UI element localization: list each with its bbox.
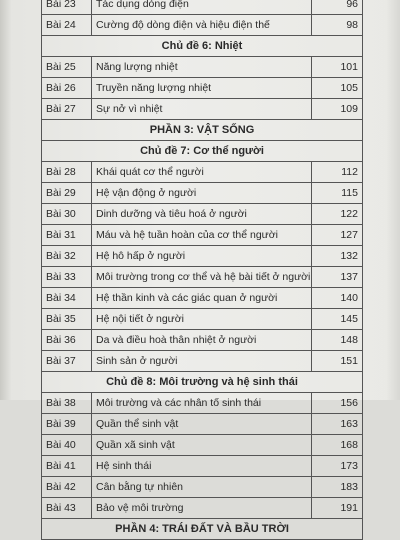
lesson-title: Hệ thần kinh và các giác quan ở người [92, 288, 312, 309]
lesson-page: 109 [312, 99, 363, 120]
toc-row-lesson-28 [42, 162, 363, 183]
page-fold-shadow [386, 0, 400, 400]
lesson-page: 101 [312, 57, 363, 78]
lesson-title: Môi trường trong cơ thể và hệ bài tiết ở người [92, 267, 312, 288]
lesson-page: 96 [312, 0, 363, 15]
lesson-title: Khái quát cơ thể người [92, 162, 312, 183]
topic-heading-6 [42, 36, 363, 57]
toc-row-lesson-43 [42, 498, 363, 519]
part-heading-4 [42, 519, 363, 540]
lesson-page: 122 [312, 204, 363, 225]
lesson-page: 163 [312, 414, 363, 435]
toc-row-lesson-42 [42, 477, 363, 498]
lesson-page: 183 [312, 477, 363, 498]
lesson-number: Bài 26 [42, 78, 92, 99]
lesson-page: 145 [312, 309, 363, 330]
lesson-page: 105 [312, 78, 363, 99]
toc-row-lesson-27 [42, 99, 363, 120]
toc-row-lesson-37 [42, 351, 363, 372]
table-of-contents [41, 0, 363, 540]
lesson-title: Môi trường và các nhân tố sinh thái [92, 393, 312, 414]
lesson-number: Bài 24 [42, 15, 92, 36]
lesson-page: 173 [312, 456, 363, 477]
toc-row-lesson-29 [42, 183, 363, 204]
lesson-title: Cường độ dòng điện và hiệu điện thế [92, 15, 312, 36]
toc-row-lesson-38 [42, 393, 363, 414]
lesson-number: Bài 43 [42, 498, 92, 519]
toc-row-lesson-24 [42, 15, 363, 36]
lesson-page: 156 [312, 393, 363, 414]
lesson-number: Bài 36 [42, 330, 92, 351]
toc-body [42, 0, 363, 540]
lesson-title: Năng lượng nhiệt [92, 57, 312, 78]
part-heading-3 [42, 120, 363, 141]
lesson-title: Tác dụng dòng điện [92, 0, 312, 15]
lesson-title: Hệ vận động ở người [92, 183, 312, 204]
lesson-number: Bài 39 [42, 414, 92, 435]
toc-row-lesson-31 [42, 225, 363, 246]
lesson-page: 98 [312, 15, 363, 36]
lesson-number: Bài 35 [42, 309, 92, 330]
toc-row-lesson-23 [42, 0, 363, 15]
lesson-number: Bài 27 [42, 99, 92, 120]
toc-row-lesson-34 [42, 288, 363, 309]
lesson-title: Da và điều hoà thân nhiệt ở người [92, 330, 312, 351]
lesson-title: Sự nở vì nhiệt [92, 99, 312, 120]
topic-heading-label: Chủ đề 8: Môi trường và hệ sinh thái [42, 372, 363, 393]
lesson-page: 148 [312, 330, 363, 351]
lesson-number: Bài 40 [42, 435, 92, 456]
lesson-number: Bài 34 [42, 288, 92, 309]
lesson-number: Bài 29 [42, 183, 92, 204]
lesson-title: Hệ hô hấp ở người [92, 246, 312, 267]
topic-heading-label: Chủ đề 6: Nhiệt [42, 36, 363, 57]
lesson-number: Bài 28 [42, 162, 92, 183]
toc-row-lesson-40 [42, 435, 363, 456]
lesson-number: Bài 25 [42, 57, 92, 78]
lesson-page: 140 [312, 288, 363, 309]
lesson-number: Bài 37 [42, 351, 92, 372]
lesson-title: Máu và hệ tuần hoàn của cơ thể người [92, 225, 312, 246]
lesson-number: Bài 31 [42, 225, 92, 246]
lesson-number: Bài 41 [42, 456, 92, 477]
lesson-title: Hệ sinh thái [92, 456, 312, 477]
topic-heading-7 [42, 141, 363, 162]
lesson-title: Bảo vệ môi trường [92, 498, 312, 519]
part-heading-label: PHẦN 3: VẬT SỐNG [42, 120, 363, 141]
toc-row-lesson-26 [42, 78, 363, 99]
lesson-number: Bài 33 [42, 267, 92, 288]
lesson-title: Quần xã sinh vật [92, 435, 312, 456]
toc-row-lesson-33 [42, 267, 363, 288]
lesson-title: Quần thể sinh vật [92, 414, 312, 435]
lesson-page: 137 [312, 267, 363, 288]
page-binding-shadow [0, 0, 12, 400]
topic-heading-8 [42, 372, 363, 393]
lesson-title: Hệ nội tiết ở người [92, 309, 312, 330]
toc-row-lesson-30 [42, 204, 363, 225]
lesson-number: Bài 32 [42, 246, 92, 267]
lesson-title: Sinh sản ở người [92, 351, 312, 372]
toc-row-lesson-32 [42, 246, 363, 267]
part-heading-label: PHẦN 4: TRÁI ĐẤT VÀ BẦU TRỜI [42, 519, 363, 540]
lesson-title: Cân bằng tự nhiên [92, 477, 312, 498]
lesson-page: 112 [312, 162, 363, 183]
lesson-number: Bài 30 [42, 204, 92, 225]
lesson-number: Bài 23 [42, 0, 92, 15]
lesson-page: 132 [312, 246, 363, 267]
lesson-page: 127 [312, 225, 363, 246]
toc-row-lesson-41 [42, 456, 363, 477]
lesson-number: Bài 42 [42, 477, 92, 498]
lesson-title: Truyền năng lượng nhiệt [92, 78, 312, 99]
lesson-page: 168 [312, 435, 363, 456]
toc-row-lesson-36 [42, 330, 363, 351]
lesson-title: Dinh dưỡng và tiêu hoá ở người [92, 204, 312, 225]
lesson-page: 191 [312, 498, 363, 519]
lesson-page: 151 [312, 351, 363, 372]
lesson-page: 115 [312, 183, 363, 204]
toc-row-lesson-25 [42, 57, 363, 78]
toc-row-lesson-39 [42, 414, 363, 435]
lesson-number: Bài 38 [42, 393, 92, 414]
toc-row-lesson-35 [42, 309, 363, 330]
topic-heading-label: Chủ đề 7: Cơ thể người [42, 141, 363, 162]
